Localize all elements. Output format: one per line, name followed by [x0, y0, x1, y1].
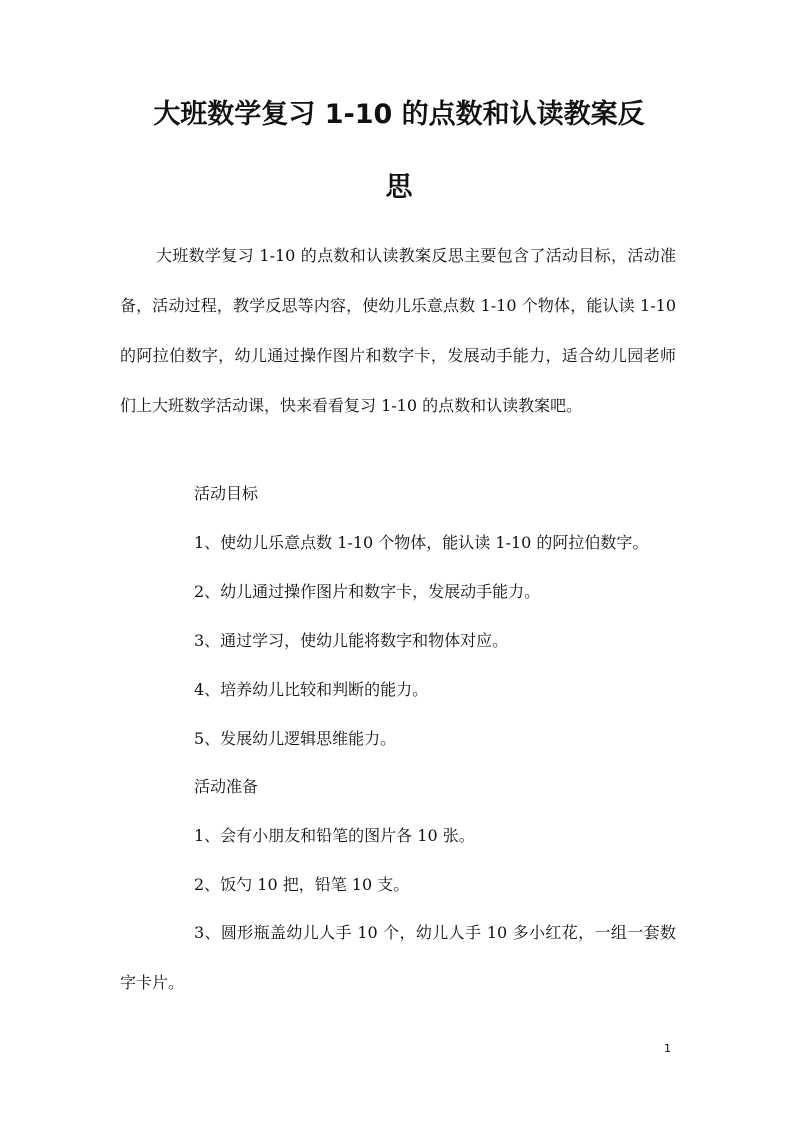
goal-item-2: 2、幼儿通过操作图片和数字卡，发展动手能力。 [194, 582, 541, 601]
goal-item-5: 5、发展幼儿逻辑思维能力。 [194, 729, 397, 748]
document-title-line-1: 大班数学复习 1-10 的点数和认读教案反 [153, 99, 645, 130]
page-number: 1 [664, 1042, 671, 1055]
goals-heading: 活动目标 [194, 484, 259, 503]
goal-item-1: 1、使幼儿乐意点数 1-10 个物体，能认读 1-10 的阿拉伯数字。 [194, 533, 649, 552]
intro-paragraph: 大班数学复习 1-10 的点数和认读教案反思主要包含了活动目标，活动准备，活动过程，教学反思等内容，使幼儿乐意点数 1-10 个物体，能认读 1-10 的阿拉伯数字，幼儿通过操作图片和数字卡，发展动手能力，适合幼儿园老师们上大班数学活动课，快来看看复习 1-10 的点数和认读教案吧。 [120, 246, 676, 415]
goal-item-4: 4、培养幼儿比较和判断的能力。 [194, 680, 429, 699]
prep-heading: 活动准备 [194, 777, 259, 796]
goal-item-3: 3、通过学习，使幼儿能将数字和物体对应。 [194, 631, 509, 650]
prep-item-1: 1、会有小朋友和铅笔的图片各 10 张。 [194, 826, 475, 845]
document-title-line-2: 思 [385, 172, 413, 203]
prep-item-2: 2、饭勺 10 把，铅笔 10 支。 [194, 875, 410, 894]
prep-item-3: 3、圆形瓶盖幼儿人手 10 个，幼儿人手 10 多小红花，一组一套数字卡片。 [120, 923, 676, 992]
